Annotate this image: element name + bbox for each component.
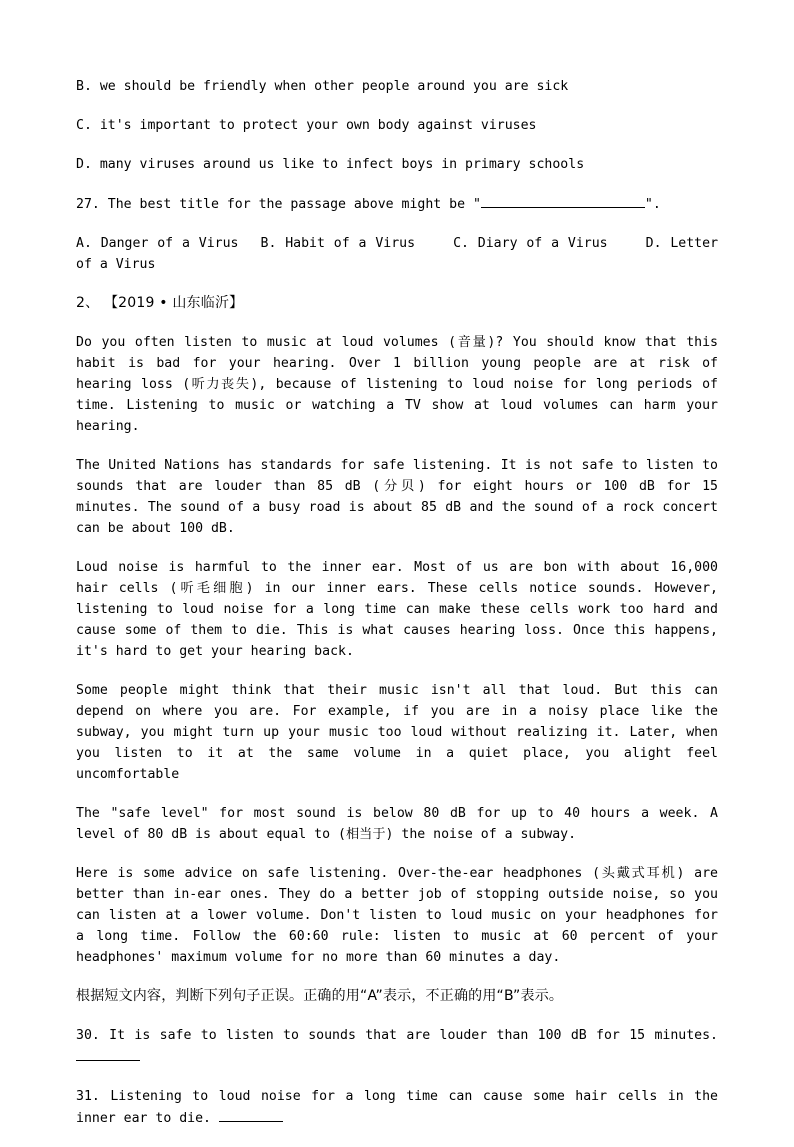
passage-paragraph-4: Some people might think that their music isn't all that loud. But this can depend on where you are. For example, if you are in a noisy place like the subway, you might turn up your music too loud without realizing it. Later, when you listen to it at the same volume in a quiet place, you alight feel uncomfortable: [76, 683, 718, 782]
q27-option-b: B. Habit of a Virus: [260, 236, 416, 251]
q26-option-d: D. many viruses around us like to infect boys in primary schools: [76, 157, 585, 172]
question-31-answer-blank[interactable]: [219, 1107, 283, 1122]
passage-paragraph-1: Do you often listen to music at loud volumes (音量)? You should know that this habit is bad for your hearing. Over 1 billion young people are at risk of hearing loss (听力丧失), because of listening to loud noise for long periods of time. Listening to music or watching a TV show at loud volumes can harm your hearing.: [76, 335, 718, 434]
q27-option-c: C. Diary of a Virus: [453, 236, 608, 251]
passage-paragraph-3: Loud noise is harmful to the inner ear. Most of us are bon with about 16,000 hair cells (听毛细胞) in our inner ears. These cells notice sounds. However, listening to loud noise for a long time can make these cells work too hard and cause some of them to die. This is what causes hearing loss. Once this happens, it's hard to get your hearing back.: [76, 560, 718, 659]
question-30: [76, 1025, 718, 1068]
q27-option-d: D. Letter of a Virus: [76, 236, 719, 272]
question-30-text: 30. It is safe to listen to sounds that are louder than 100 dB for 15 minutes.: [76, 1028, 718, 1043]
document-page: [76, 76, 718, 1147]
q27-option-a: A. Danger of a Virus: [76, 236, 239, 251]
passage-paragraph-5: The "safe level" for most sound is below 80 dB for up to 40 hours a week. A level of 80 dB is about equal to (相当于) the noise of a subway.: [76, 806, 718, 842]
q27-answer-blank[interactable]: [481, 193, 645, 208]
question-31-text: 31. Listening to loud noise for a long time can cause some hair cells in the inner ear to die.: [76, 1089, 718, 1126]
q27-options: [76, 233, 718, 275]
q27-stem-prefix: 27. The best title for the passage above might be ": [76, 197, 481, 212]
section-heading: 2、 【2019 • 山东临沂】: [76, 295, 244, 311]
q27-stem: [76, 193, 718, 215]
passage-paragraph-2: The United Nations has standards for safe listening. It is not safe to listen to sounds that are louder than 85 dB (分贝) for eight hours or 100 dB for 15 minutes. The sound of a busy road is about 85 dB and the sound of a rock concert can be about 100 dB.: [76, 458, 718, 536]
question-30-answer-blank[interactable]: [76, 1046, 140, 1061]
q26-option-b: B. we should be friendly when other people around you are sick: [76, 79, 569, 94]
q26-option-c: C. it's important to protect your own body against viruses: [76, 118, 537, 133]
instructions: 根据短文内容，判断下列句子正误。正确的用“A”表示，不正确的用“B”表示。: [76, 988, 564, 1004]
q27-stem-suffix: ".: [644, 197, 661, 212]
passage-paragraph-6: Here is some advice on safe listening. Over-the-ear headphones (头戴式耳机) are better than in-ear ones. They do a better job of stopping outside noise, so you can listen at a lower volume. Don't listen to loud music on your headphones for a long time. Follow the 60:60 rule: listen to music at 60 percent of your headphones' maximum volume for no more than 60 minutes a day.: [76, 866, 718, 965]
